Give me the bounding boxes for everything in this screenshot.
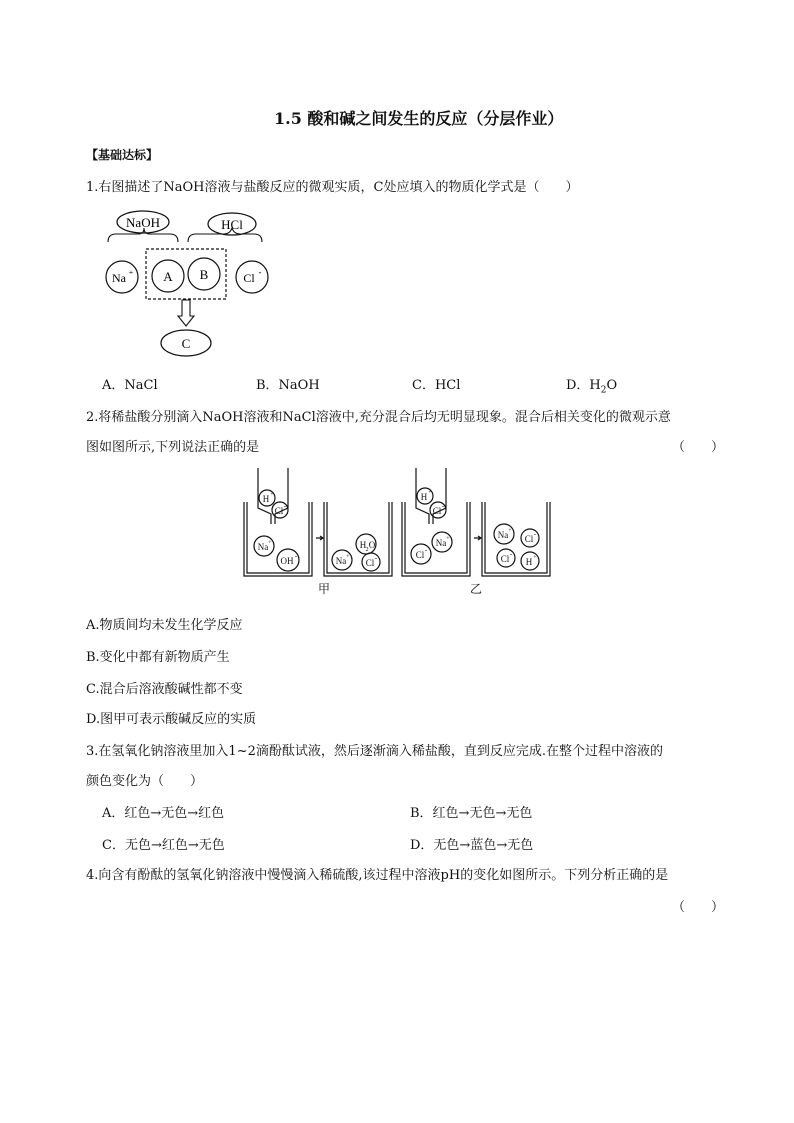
q1-option-b: B．NaOH <box>256 378 320 393</box>
svg-text:Na: Na <box>257 542 269 552</box>
svg-text:+: + <box>533 555 537 561</box>
reaction-box <box>146 249 226 299</box>
cl-ion-label: Cl <box>243 271 255 285</box>
svg-text:Cl: Cl <box>365 558 375 568</box>
cl-ion-sup: - <box>258 267 262 277</box>
q1-option-d-text: D．H <box>566 378 601 393</box>
q2-diagram <box>240 462 560 598</box>
c-label: C <box>181 336 191 351</box>
q4-paren: （ ） <box>672 900 725 915</box>
svg-text:+: + <box>268 540 272 546</box>
svg-text:-: - <box>294 552 298 560</box>
q1-option-d-sub: 2 <box>600 385 607 396</box>
q4-line1: 4.向含有酚酞的氢氧化钠溶液中慢慢滴入稀硫酸,该过程中溶液pH的变化如图所示。下列分析正确的是 <box>86 868 669 883</box>
svg-text:O: O <box>368 540 376 550</box>
svg-text:-: - <box>509 550 513 558</box>
label-jia: 甲 <box>317 582 331 596</box>
svg-text:-: - <box>424 546 428 554</box>
q1-diagram <box>96 204 286 364</box>
q3-line2: 颜色变化为（ ） <box>86 774 204 789</box>
q3-line1: 3.在氢氧化钠溶液里加入1~2滴酚酞试液，然后逐渐滴入稀盐酸，直到反应完成.在整个过程中溶液的 <box>86 744 663 759</box>
svg-text:-: - <box>374 554 378 562</box>
svg-text:OH: OH <box>280 556 294 566</box>
q1-text: 1.右图描述了NaOH溶液与盐酸反应的微观实质，C处应填入的物质化学式是（ ） <box>86 180 579 195</box>
na-ion-sup: + <box>128 268 134 277</box>
svg-text:+: + <box>428 490 432 496</box>
label-yi: 乙 <box>469 582 483 596</box>
svg-text:Cl: Cl <box>524 534 534 544</box>
svg-text:H: H <box>262 494 270 504</box>
svg-text:+: + <box>446 536 450 542</box>
q1-option-a: A．NaCl <box>102 378 158 393</box>
q1-option-d-tail: O <box>606 378 618 393</box>
q3-option-a: A．红色→无色→红色 <box>102 806 225 821</box>
b-label: B <box>199 267 209 282</box>
svg-text:H: H <box>359 540 367 550</box>
svg-text:+: + <box>270 492 274 498</box>
q2-paren: （ ） <box>672 440 725 455</box>
svg-text:-: - <box>533 530 537 538</box>
down-arrow-icon <box>178 300 194 326</box>
q2-option-b: B.变化中都有新物质产生 <box>86 650 230 665</box>
q2-option-a: A.物质间均未发生化学反应 <box>86 618 243 633</box>
svg-text:Cl: Cl <box>432 506 442 516</box>
svg-text:H: H <box>420 492 428 502</box>
hcl-label: HCl <box>221 217 243 232</box>
svg-text:Na: Na <box>435 538 447 548</box>
svg-text:Cl: Cl <box>274 506 284 516</box>
beaker-4 <box>482 502 550 576</box>
a-label: A <box>163 269 173 284</box>
svg-text:-: - <box>441 502 445 510</box>
q3-option-d: D．无色→蓝色→无色 <box>410 838 534 853</box>
svg-text:Na: Na <box>497 530 509 540</box>
svg-text:H: H <box>525 557 533 567</box>
svg-text:Cl: Cl <box>415 550 425 560</box>
section-heading: 【基础达标】 <box>86 148 159 162</box>
q2-line2: 图如图所示,下列说法正确的是 <box>86 440 260 455</box>
q3-option-b: B．红色→无色→无色 <box>410 806 533 821</box>
svg-text:Cl: Cl <box>500 554 510 564</box>
q1-option-d <box>566 374 617 396</box>
na-ion-label: Na <box>112 271 126 285</box>
naoh-label: NaOH <box>126 215 160 230</box>
naoh-brace <box>108 228 178 242</box>
svg-text:-: - <box>283 502 287 510</box>
q1-option-c: C．HCl <box>412 378 461 393</box>
q2-option-d: D.图甲可表示酸碱反应的实质 <box>86 712 257 727</box>
page-title: 1.5 酸和碱之间发生的反应（分层作业） <box>274 109 564 128</box>
svg-text:+: + <box>508 528 512 534</box>
svg-text:+: + <box>346 554 350 560</box>
q3-option-c: C．无色→红色→无色 <box>102 838 225 853</box>
q2-option-c: C.混合后溶液酸碱性都不变 <box>86 682 243 697</box>
svg-text:2: 2 <box>365 547 369 553</box>
q2-line1: 2.将稀盐酸分别滴入NaOH溶液和NaCl溶液中,充分混合后均无明显现象。混合后相关变化的微观示意 <box>86 410 671 425</box>
svg-text:Na: Na <box>335 556 347 566</box>
